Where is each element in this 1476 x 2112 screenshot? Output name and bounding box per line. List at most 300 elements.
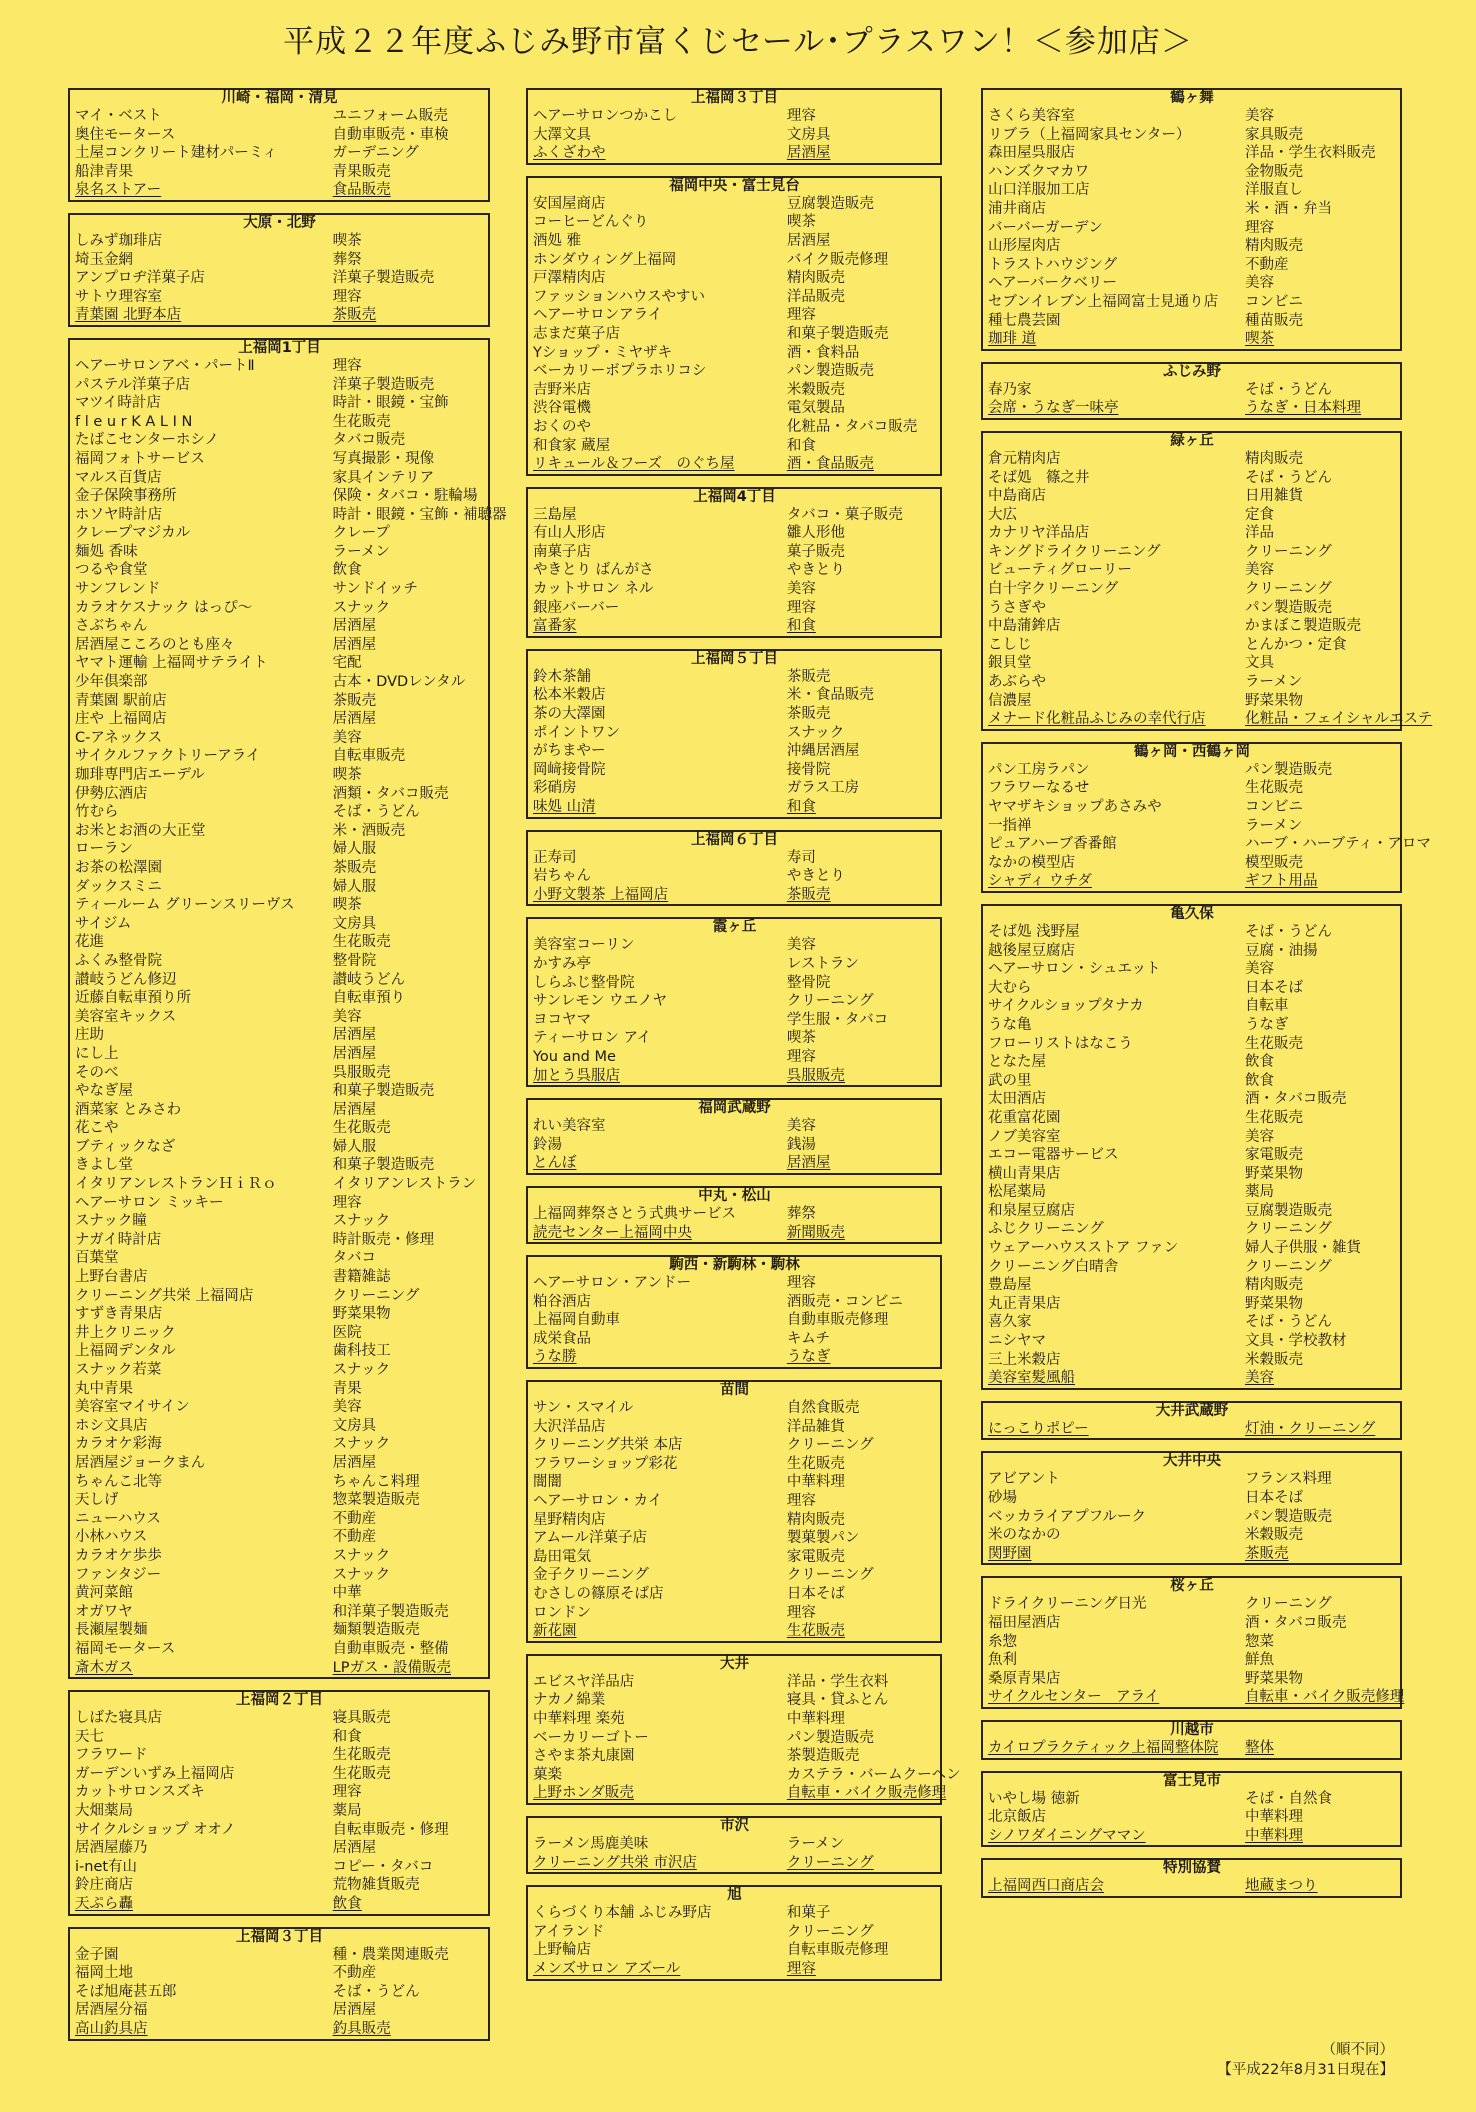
shop-row (533, 1941, 936, 1960)
shop-category: 家具販売 (1245, 126, 1304, 143)
shop-name: バーバーガーデン (988, 219, 1103, 236)
shop-name: サンレモン ウエノヤ (533, 993, 668, 1010)
shop-category: 茶販売 (786, 668, 831, 685)
shop-name: 埼玉金網 (75, 251, 133, 268)
shop-category: うなぎ (1245, 1016, 1289, 1033)
shop-name: 上福岡自動車 (533, 1312, 620, 1329)
shop-category: 飲食 (1245, 1072, 1275, 1089)
shop-name: 船津青果 (75, 163, 133, 180)
shop-row (533, 1011, 936, 1030)
shop-name: 太田酒店 (988, 1091, 1046, 1108)
shop-category: 荒物雑貨販売 (332, 1877, 420, 1894)
shop-category: コンビニ (1245, 799, 1304, 815)
shop-name: 有山人形店 (533, 525, 606, 542)
shop-category: 自転車販売修理 (786, 1942, 889, 1959)
shop-category: 野菜果物 (1245, 1670, 1304, 1687)
shop-name: 居酒屋藤乃 (75, 1840, 148, 1857)
shop-category: タバコ販売 (332, 432, 406, 449)
footer (1217, 2040, 1394, 2080)
shop-row (988, 872, 1396, 891)
shop-category: 理容 (786, 1048, 816, 1065)
shop-row (533, 1691, 936, 1710)
shop-row (533, 1784, 947, 1803)
shop-category: 製菓製パン (786, 1530, 860, 1547)
shop-name: 志まだ菓子店 (533, 325, 620, 342)
shop-name: ヘアーサロンアベ・パートⅡ (75, 357, 255, 374)
shop-category: 美容 (786, 581, 816, 598)
shop-category: やきとり (786, 868, 845, 885)
shop-name: 青葉園 北野本店 (75, 307, 182, 324)
shop-name: サンフレンド (75, 581, 161, 598)
shop-category: そば・うどん (1245, 381, 1333, 398)
shop-name: そば処 浅野屋 (988, 923, 1080, 940)
shop-name: ホシ文具店 (75, 1417, 148, 1434)
shop-row (75, 617, 484, 636)
shop-name: さぶちゃん (75, 618, 148, 635)
shop-category: そば・うどん (332, 1983, 420, 2000)
shop-row (533, 362, 936, 381)
shop-row (988, 942, 1396, 961)
shop-category: 讃岐うどん (332, 971, 406, 988)
shop-row (533, 1960, 936, 1979)
shop-category: 生花販売 (786, 1623, 845, 1640)
shop-name: ホンダウィング上福岡 (533, 251, 677, 268)
shop-row (988, 997, 1396, 1016)
shop-row (75, 181, 484, 200)
shop-name: ニシヤマ (988, 1333, 1046, 1350)
shop-category: 米・酒・弁当 (1245, 200, 1333, 217)
area-section (981, 1858, 1402, 1898)
shop-category: 婦人子供服・雑貨 (1245, 1240, 1362, 1257)
area-section (981, 88, 1402, 351)
shop-row (533, 1418, 936, 1437)
shop-name: 上野台書店 (75, 1269, 148, 1286)
shop-row (75, 1008, 484, 1027)
shop-name: 青葉園 駅前店 (75, 692, 167, 709)
shop-name: あぶらや (988, 674, 1046, 691)
shop-name: 少年倶楽部 (75, 674, 148, 691)
shop-name: クリーニング白晴舎 (988, 1258, 1119, 1275)
shop-row (75, 357, 484, 376)
shop-row (75, 1783, 484, 1802)
shop-category: 整骨院 (786, 974, 831, 991)
shop-category: 洋品・学生衣料 (786, 1673, 889, 1690)
shop-category: パン製造販売 (786, 1729, 874, 1746)
shop-name: 黄河菜館 (75, 1585, 133, 1602)
area-section (981, 1451, 1402, 1565)
shop-name: きよし堂 (75, 1157, 133, 1174)
shop-name: にっこりポピー (988, 1420, 1089, 1437)
shop-name: 土屋コンクリート建材パーミィ (75, 145, 278, 162)
shop-name: スナック若菜 (75, 1362, 162, 1378)
shop-row (75, 1473, 484, 1492)
shop-name: ナガイ時計店 (75, 1231, 162, 1248)
shop-row (988, 960, 1396, 979)
shop-name: サン・スマイル (533, 1400, 634, 1417)
area-section (526, 1654, 961, 1805)
shop-name: アビアント (988, 1471, 1060, 1488)
shop-row (75, 915, 484, 934)
shop-name: 丸正青果店 (988, 1295, 1061, 1312)
shop-name: 高山釣具店 (75, 2021, 148, 2037)
shop-category: 喫茶 (786, 1030, 816, 1047)
shop-name: 美容室コーリン (533, 937, 635, 954)
shop-name: 渋谷電機 (533, 400, 591, 417)
shop-name: フラワーショップ彩花 (533, 1455, 678, 1472)
shop-row (988, 237, 1396, 256)
shop-category: 中華料理 (786, 1710, 845, 1727)
shop-category: 寿司 (786, 849, 816, 866)
shop-category: そば・うどん (1245, 469, 1333, 486)
shop-name: ナカノ綿業 (533, 1692, 606, 1709)
area-heading: 市沢 (720, 1817, 749, 1834)
shop-row (988, 1688, 1405, 1707)
shop-row (75, 1156, 484, 1175)
shop-category: スナック (332, 1436, 391, 1453)
shop-name: 斎木ガス (75, 1659, 133, 1676)
shop-category: 和食 (786, 799, 816, 815)
shop-category: 精肉販売 (786, 270, 845, 287)
shop-name: おくのや (533, 418, 591, 435)
shop-category: 美容 (1245, 1370, 1275, 1387)
shop-row (75, 1709, 484, 1728)
shop-category: 茶販売 (332, 307, 377, 324)
shop-row (533, 1710, 936, 1729)
shop-row (75, 1547, 484, 1566)
shop-row (988, 1295, 1396, 1314)
shop-category: パン製造販売 (1245, 1508, 1333, 1525)
shop-row (75, 487, 484, 506)
shop-row (533, 1136, 936, 1155)
shop-row (533, 974, 936, 993)
area-section (526, 88, 942, 165)
shop-row (75, 989, 484, 1008)
shop-row (75, 1765, 484, 1784)
shop-category: 美容 (332, 1008, 362, 1025)
shop-category: 米穀販売 (786, 381, 845, 398)
shop-category: 理容 (786, 1493, 816, 1510)
shop-category: 美容 (332, 729, 362, 746)
shop-category: ちゃんこ料理 (332, 1473, 420, 1490)
shop-category: 野菜果物 (332, 1306, 391, 1323)
shop-category: 歯科技工 (332, 1343, 391, 1360)
shop-category: 婦人服 (332, 878, 377, 895)
shop-category: 酒・食料品 (786, 344, 860, 361)
shop-row (533, 599, 936, 618)
shop-name: 近藤自転車預り所 (75, 990, 191, 1007)
shop-name: ロンドン (533, 1604, 591, 1621)
shop-row (533, 561, 936, 580)
area-heading: 桜ヶ丘 (1170, 1578, 1214, 1595)
shop-category: 理容 (786, 1604, 816, 1621)
shop-name: ポイントワン (533, 724, 620, 741)
shop-category: ガーデニング (332, 145, 419, 162)
shop-row (75, 1858, 484, 1877)
shop-name: 桑原青果店 (988, 1670, 1061, 1687)
shop-row (75, 506, 507, 525)
area-section (526, 487, 942, 638)
shop-name: そば処 篠之井 (988, 469, 1090, 486)
shop-category: うなぎ・日本料理 (1245, 400, 1362, 417)
shop-category: 惣菜 (1245, 1633, 1275, 1650)
shop-name: クリーニング共栄 市沢店 (533, 1854, 697, 1871)
shop-row (533, 849, 936, 868)
shop-category: 生花販売 (786, 1455, 845, 1472)
shop-category: 居酒屋 (332, 636, 377, 653)
shop-category: 葬祭 (786, 1205, 816, 1222)
shop-category: 呉服販売 (332, 1064, 391, 1081)
shop-row (988, 1670, 1396, 1689)
shop-category: 理容 (786, 599, 816, 616)
shop-name: カイロプラクティック上福岡整体院 (988, 1739, 1219, 1756)
shop-row (533, 1455, 936, 1474)
shop-category: 婦人服 (332, 841, 377, 858)
shop-category: スナック (786, 724, 845, 741)
shop-row (75, 1249, 484, 1268)
shop-name: 珈琲専門店エーデル (75, 767, 205, 783)
shop-category: 接骨院 (786, 761, 831, 778)
shop-name: 中島蒲鉾店 (988, 618, 1061, 635)
shop-category: 婦人服 (332, 1138, 377, 1155)
shop-name: 小林ハウス (75, 1529, 148, 1546)
shop-category: 喫茶 (332, 767, 362, 783)
shop-row (988, 1489, 1396, 1508)
shop-category: 自転車販売・修理 (332, 1821, 449, 1838)
shop-name: トラストハウジング (988, 256, 1118, 273)
shop-row (988, 1470, 1396, 1489)
shop-category: 書籍雑誌 (332, 1269, 391, 1286)
shop-row (533, 344, 936, 363)
shop-row (75, 543, 484, 562)
shop-row (988, 1614, 1396, 1633)
shop-category: 理容 (332, 1194, 362, 1211)
shop-category: 野菜果物 (1245, 692, 1304, 709)
shop-category: 居酒屋 (332, 1027, 377, 1044)
shop-row (533, 1511, 936, 1530)
shop-name: 小野文製茶 上福岡店 (533, 886, 669, 903)
shop-category: 喫茶 (332, 897, 362, 914)
shop-name: ヘアーサロン・カイ (533, 1493, 663, 1510)
area-heading: 上福岡1丁目 (238, 339, 321, 356)
shop-category: 美容 (1245, 562, 1275, 579)
shop-row (75, 1175, 484, 1194)
shop-category: 自転車・バイク販売修理 (786, 1785, 947, 1802)
shop-category: クリーニング (1245, 1596, 1332, 1613)
shop-category: ラーメン (1245, 817, 1303, 834)
shop-category: 生花販売 (332, 1120, 391, 1137)
shop-row (988, 1526, 1396, 1545)
shop-name: 三島屋 (533, 506, 577, 523)
shop-name: ハンズクマカワ (988, 163, 1090, 180)
as-of-date: 【平成22年8月31日現在】 (1217, 2062, 1394, 2078)
shop-category: コピー・タバコ (332, 1858, 434, 1875)
shop-name: さやま茶丸康園 (533, 1748, 635, 1765)
area-heading: 特別協賛 (1163, 1860, 1221, 1877)
shop-row (988, 144, 1396, 163)
shop-row (533, 543, 936, 562)
shop-name: お茶の松澤園 (75, 859, 162, 876)
shop-row (988, 219, 1396, 238)
shop-name: 横山青果店 (988, 1165, 1061, 1182)
shop-row (75, 306, 484, 325)
shop-row (988, 817, 1396, 836)
shop-name: ファッションハウスやすい (533, 288, 705, 305)
shop-row (988, 381, 1396, 400)
shop-name: お米とお酒の大正堂 (75, 822, 206, 839)
shop-category: 精肉販売 (1245, 238, 1304, 255)
shop-category: スナック (332, 599, 391, 616)
shop-row (533, 418, 936, 437)
shop-category: 生花販売 (332, 934, 391, 951)
shop-name: 福岡土地 (75, 1965, 133, 1982)
shop-name: 居酒屋こころのとも座々 (75, 636, 235, 653)
shop-name: 鈴木茶舗 (533, 668, 591, 685)
shop-category: 時計販売・修理 (332, 1231, 435, 1248)
shop-category: 家電販売 (1245, 1147, 1304, 1164)
shop-row (988, 654, 1396, 673)
shop-name: 茶の大澤園 (533, 706, 606, 723)
shop-category: 鮮魚 (1245, 1652, 1275, 1669)
area-section (526, 1098, 942, 1175)
shop-name: 奥住モータース (75, 126, 176, 143)
shop-name: 吉野米店 (533, 381, 591, 398)
shop-name: 岩ちゃん (533, 868, 591, 885)
shop-row (75, 1746, 484, 1765)
shop-category: 飲食 (332, 1896, 362, 1913)
shop-category: 文具 (1245, 655, 1275, 672)
shop-name: 一指禅 (988, 817, 1032, 834)
shop-category: 洋品販売 (786, 288, 845, 305)
shop-category: 酒販売・コンビニ (786, 1293, 903, 1310)
shop-row (988, 798, 1396, 817)
shop-row (988, 181, 1396, 200)
column-center (526, 88, 961, 1992)
shop-name: ブティックなざ (75, 1138, 176, 1155)
shop-name: ちゃんこ北等 (75, 1473, 162, 1490)
area-section (68, 1690, 490, 1916)
shop-category: 不動産 (1245, 256, 1289, 273)
shop-row (533, 524, 936, 543)
shop-row (988, 580, 1396, 599)
area-heading: 福岡武蔵野 (698, 1100, 771, 1117)
shop-row (533, 381, 936, 400)
shop-name: エコー電器サービス (988, 1147, 1119, 1164)
shop-name: 金子クリーニング (533, 1567, 649, 1584)
shop-category: 飲食 (1245, 1054, 1275, 1071)
shop-category: 茶販売 (786, 886, 831, 903)
shop-category: 生花販売 (1245, 1109, 1304, 1126)
shop-name: 読売センター上福岡中央 (533, 1224, 692, 1241)
shop-category: 薬局 (1245, 1184, 1275, 1201)
shop-category: そば・うどん (332, 804, 420, 821)
shop-name: ベーカリーボプラホリコシ (533, 363, 707, 380)
shop-name: 長瀬屋製麺 (75, 1622, 148, 1639)
shop-category: 自動車販売・車検 (332, 126, 449, 143)
shop-name: 山口洋服加工店 (988, 182, 1090, 199)
shop-row (533, 126, 936, 145)
shop-row (988, 779, 1396, 798)
shop-name: やなぎ屋 (75, 1083, 133, 1100)
shop-name: ニューハウス (75, 1510, 161, 1527)
area-heading: 大井 (720, 1655, 749, 1672)
shop-row (988, 923, 1396, 942)
shop-row (533, 742, 936, 761)
shop-category: 豆腐製造販売 (1245, 1202, 1333, 1219)
shop-name: ホソヤ時計店 (75, 506, 162, 523)
area-section (981, 742, 1431, 893)
shop-name: うな亀 (988, 1016, 1032, 1033)
shop-name: キングドライクリーニング (988, 543, 1161, 560)
shop-row (533, 1729, 936, 1748)
shop-name: 大沢洋品店 (533, 1418, 606, 1435)
shop-name: とんぼ (533, 1155, 577, 1172)
shop-name: 上福岡西口商店会 (988, 1878, 1104, 1895)
shop-category: 酒・タバコ販売 (1245, 1614, 1347, 1631)
shop-row (75, 952, 484, 971)
area-heading: 上福岡３丁目 (236, 1928, 323, 1945)
shop-name: れい美容室 (533, 1118, 606, 1135)
shop-row (988, 506, 1396, 525)
shop-category: 理容 (332, 357, 362, 374)
area-heading: 川越市 (1170, 1721, 1214, 1738)
shop-name: 花重富花園 (988, 1109, 1061, 1126)
shop-name: スナック瞳 (75, 1213, 147, 1230)
shop-name: 北京飯店 (988, 1809, 1046, 1826)
shop-category: 自動車販売・整備 (332, 1640, 449, 1657)
shop-category: 和食 (786, 618, 816, 635)
shop-row (75, 1287, 484, 1306)
shop-category: 居酒屋 (332, 1101, 377, 1118)
shop-name: 百葉堂 (75, 1250, 119, 1267)
shop-row (75, 431, 484, 450)
shop-name: 越後屋豆腐店 (988, 942, 1075, 959)
shop-name: 上福岡デンタル (75, 1343, 176, 1360)
shop-row (533, 798, 936, 817)
area-section (68, 338, 507, 1679)
shop-name: 鈴庄商店 (75, 1877, 133, 1894)
shop-row (988, 1183, 1396, 1202)
area-section (526, 1885, 942, 1980)
shop-name: シノワダイニングママン (988, 1827, 1146, 1844)
shop-name: 上福岡葬祭さとう式典サービス (533, 1205, 736, 1222)
shop-category: 茶製造販売 (786, 1748, 860, 1765)
shop-category: 豆腐製造販売 (786, 195, 874, 212)
area-section (68, 213, 490, 327)
shop-row (75, 1417, 484, 1436)
shop-name: カラオケスナック はっぴ～ (75, 599, 253, 616)
shop-category: 文房具 (332, 1417, 377, 1434)
shop-category: 豆腐・油揚 (1245, 942, 1318, 959)
shop-name: いやし場 徳新 (988, 1790, 1080, 1807)
shop-row (75, 1026, 484, 1045)
shop-name: 関野園 (988, 1545, 1032, 1562)
shop-row (988, 1739, 1396, 1758)
shop-category: 米・酒販売 (332, 822, 406, 839)
shop-category: キムチ (786, 1330, 830, 1347)
shop-name: ふくざわや (533, 145, 606, 162)
shop-category: 自然食販売 (786, 1400, 860, 1417)
shop-name: やきとり ばんがさ (533, 562, 654, 579)
shop-row (75, 163, 484, 182)
shop-row (75, 1268, 484, 1287)
shop-category: 和菓子製造販売 (786, 325, 889, 342)
shop-row (75, 1361, 484, 1380)
shop-row (533, 1117, 936, 1136)
area-heading: 鶴ヶ舞 (1170, 90, 1214, 106)
shop-category: 美容 (1245, 108, 1275, 124)
shop-row (533, 1048, 936, 1067)
shop-row (988, 1369, 1396, 1388)
